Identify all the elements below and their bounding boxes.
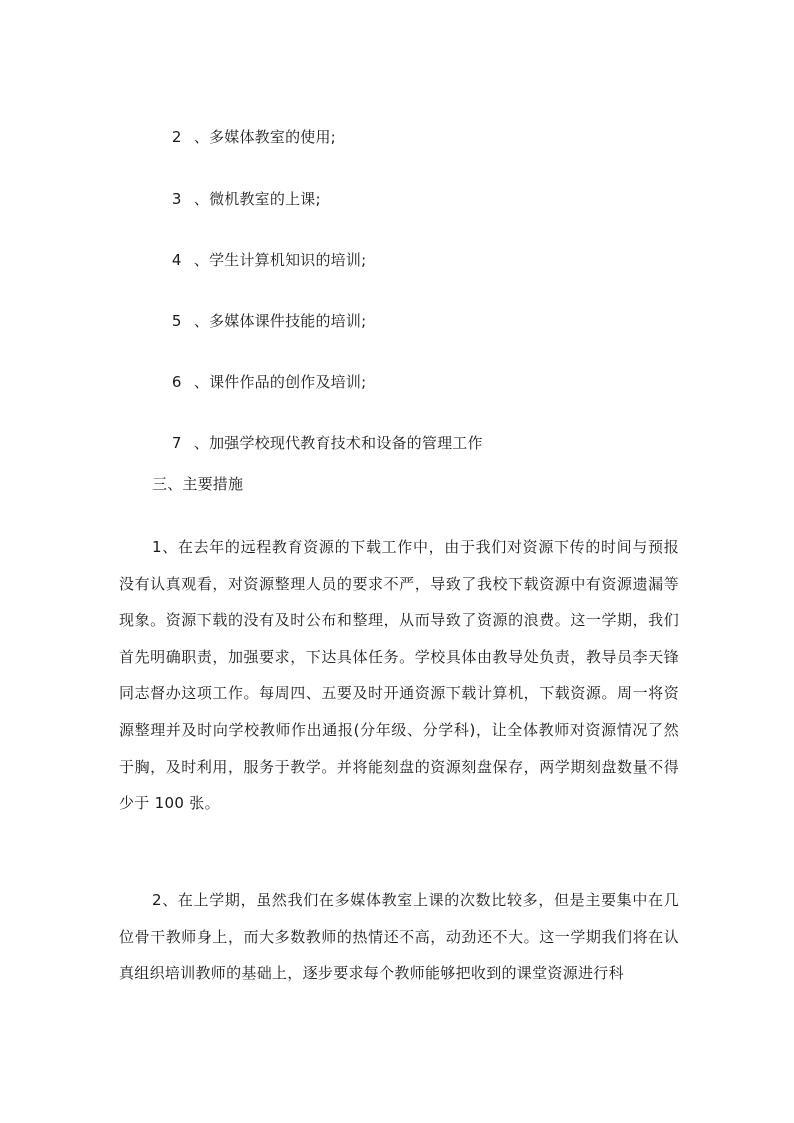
list-item-number: 5 (171, 312, 182, 330)
list-item (152, 230, 366, 290)
list-item-text: 、微机教室的上课; (193, 190, 321, 208)
list-item (152, 352, 366, 412)
list-item (152, 107, 336, 167)
paragraph: 2、在上学期，虽然我们在多媒体教室上课的次数比较多，但是主要集中在几位骨干教师身上，而大多数教师的热情还不高，动劲还不大。这一学期我们将在认真组织培训教师的基础上，逐步要求每个教师能够把收到的课堂资源进行科 (119, 891, 679, 983)
list-item (152, 169, 321, 229)
list-item-text: 、课件作品的创作及培训; (193, 373, 367, 391)
list-item (152, 291, 366, 351)
section-heading: 三、主要措施 (152, 475, 244, 493)
list-item (152, 413, 483, 473)
list-item-number: 2 (171, 128, 182, 146)
list-item-number: 3 (171, 190, 182, 208)
list-item-text: 、多媒体课件技能的培训; (193, 312, 367, 330)
list-item-text: 、多媒体教室的使用; (193, 128, 336, 146)
list-item-text: 、学生计算机知识的培训; (193, 251, 367, 269)
paragraph: 1、在去年的远程教育资源的下载工作中，由于我们对资源下传的时间与预报没有认真观看，对资源整理人员的要求不严，导致了我校下载资源中有资源遗漏等现象。资源下载的没有及时公布和整理，从而导致了资源的浪费。这一学期，我们首先明确职责，加强要求，下达具体任务。学校具体由教导处负责，教导员李天锋同志督办这项工作。每周四、五要及时开通资源下载计算机，下载资源。周一将资源整理并及时向学校教师作出通报(分年级、分学科)，让全体教师对资源情况了然于胸，及时利用，服务于教学。并将能刻盘的资源刻盘保存，两学期刻盘数量不得少于 100 张。 (119, 538, 679, 813)
list-item-number: 6 (171, 373, 182, 391)
list-item-number: 4 (171, 251, 182, 269)
list-item-number: 7 (171, 434, 182, 452)
list-item-text: 、加强学校现代教育技术和设备的管理工作 (193, 434, 483, 452)
